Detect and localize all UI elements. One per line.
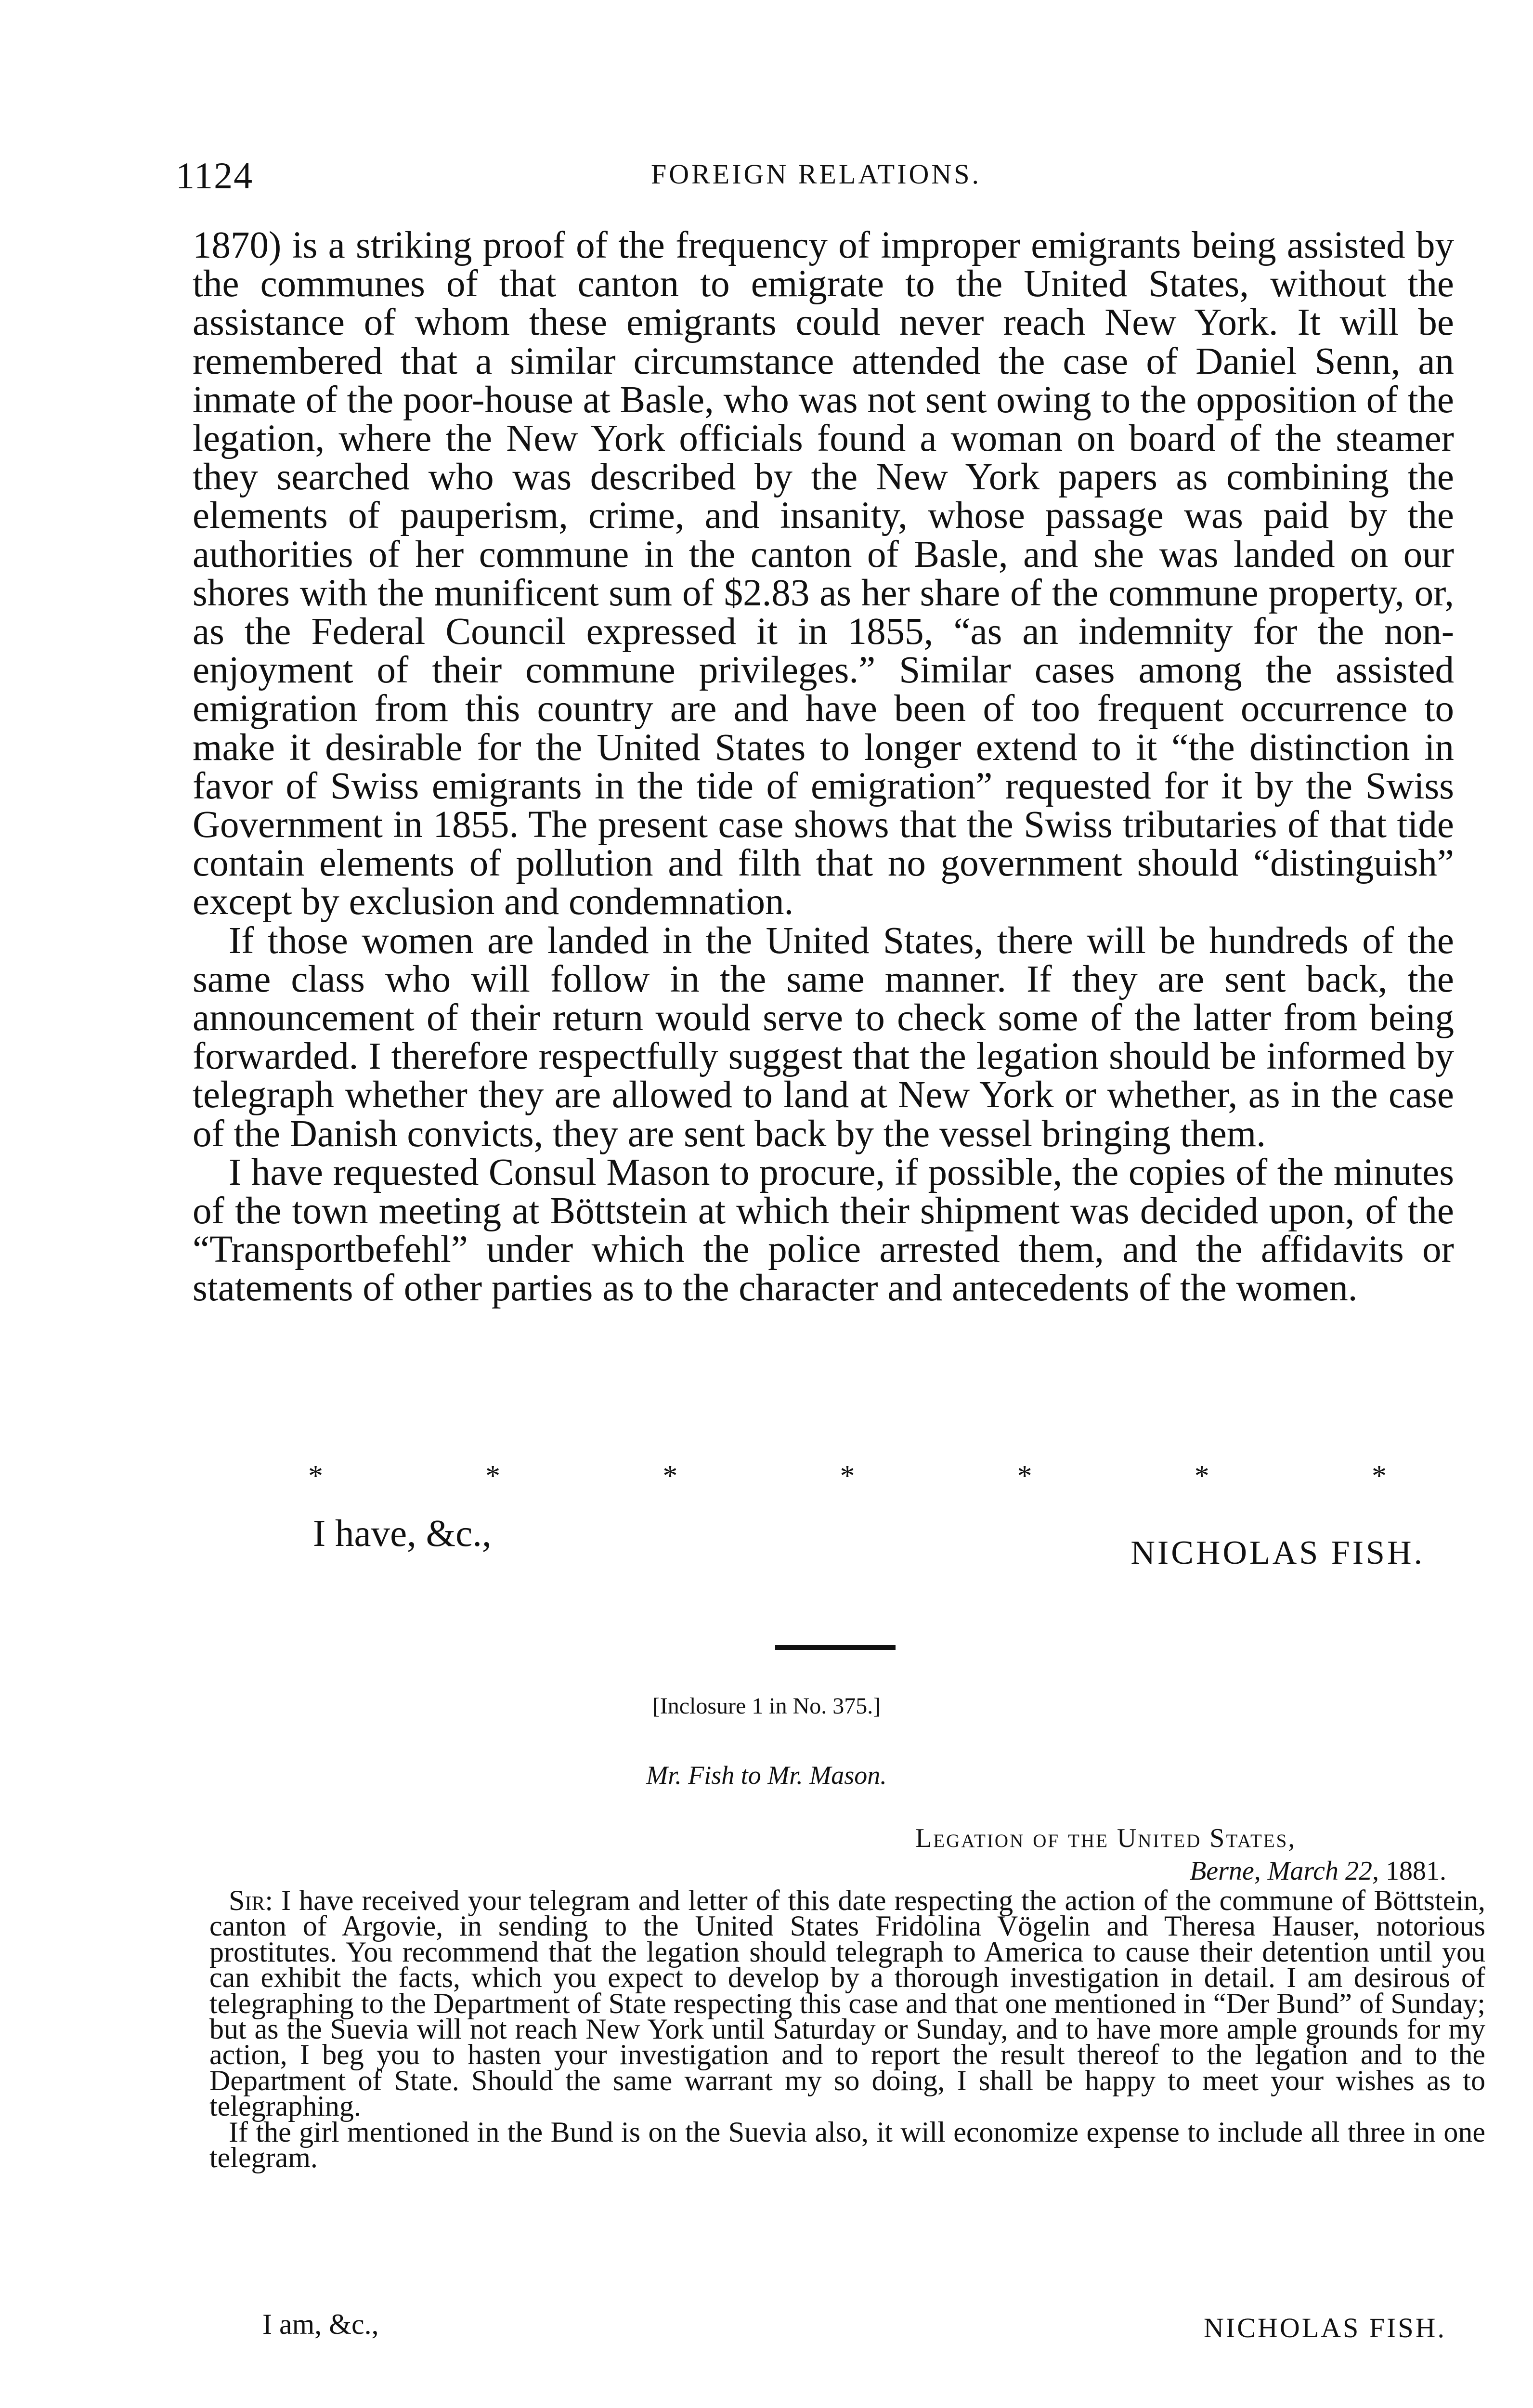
star: * (308, 1460, 323, 1492)
star: * (663, 1460, 678, 1492)
letter-paragraph-2: If the girl mentioned in the Bund is on the Suevia also, it will economize expense to include all three in one telegram. (209, 2116, 1485, 2174)
dateline-organization: Legation of the United States, (915, 1823, 1297, 1853)
page-number: 1124 (176, 155, 254, 196)
dateline-place (915, 1856, 1446, 1886)
star: * (1371, 1460, 1387, 1492)
closing-phrase: I have, &c., (313, 1513, 492, 1555)
dateline-city: Berne, March 22, (1190, 1856, 1379, 1886)
running-title: FOREIGN RELATIONS. (650, 158, 982, 190)
inclosure-label: [Inclosure 1 in No. 375.] (652, 1693, 881, 1719)
main-body-text (193, 226, 1454, 1308)
ellipsis-stars (308, 1459, 1387, 1493)
letter-closing-phrase: I am, &c., (262, 2308, 379, 2340)
star: * (840, 1460, 855, 1492)
letter-paragraph-1-text: I have received your telegram and letter of this date respecting the action of the commune of Böttstein, canton of Argovie, in sending to the United States Fridolina Vögelin and Theresa Hauser, notorious prostitutes. You recommend that the legation should telegraph to America to cause their detention until you can exhibit the facts, which you expect to develop by a thorough investigation in detail. I am desirous of telegraphing to the Department of State respecting this case and that one mentioned in “Der Bund” of Sunday; but as the Suevia will not reach New York until Saturday or Sunday, and to have more ample grounds for my action, I beg you to hasten your investigation and to report the result thereof to the legation and to the Department of State. Should the same warrant my so doing, I shall be happy to meet your wishes as to telegraphing. (209, 1885, 1486, 2122)
letter-dateline (915, 1823, 1446, 1886)
body-paragraph-1: 1870) is a striking proof of the frequency of improper emigrants being assisted by the communes of that canton to emigrate to the United States, without the assistance of whom these emigrants could never reach New York. It will be remembered that a similar circumstance attended the case of Daniel Senn, an inmate of the poor-house at Basle, who was not sent owing to the opposition of the legation, where the New York officials found a woman on board of the steamer they searched who was described by the New York papers as combining the elements of pauperism, crime, and insanity, whose passage was paid by the authorities of her commune in the canton of Basle, and she was landed on our shores with the munificent sum of $2.83 as her share of the commune property, or, as the Federal Council expressed it in 1855, “as an indemnity for the non-enjoyment of their commune privileges.” Similar cases among the assisted emigration from this country are and have been of too frequent occurrence to make it desirable for the United States to longer extend to it “the distinction in favor of Swiss emigrants in the tide of emigration” requested for it by the Swiss Government in 1855. The present case shows that the Swiss tributaries of that tide contain elements of pollution and filth that no government should “distinguish” except by exclusion and condemnation. (193, 224, 1454, 923)
body-paragraph-2: If those women are landed in the United States, there will be hundreds of the same class who will follow in the same manner. If they are sent back, the announcement of their return would serve to check some of the latter from being forwarded. I therefore respectfully suggest that the legation should be informed by telegraph whether they are allowed to land at New York or whether, as in the case of the Danish convicts, they are sent back by the vessel bringing them. (193, 919, 1454, 1155)
star: * (485, 1460, 501, 1492)
letter-title: Mr. Fish to Mr. Mason. (646, 1761, 887, 1790)
dateline-year: 1881. (1386, 1856, 1446, 1886)
salutation: Sir: (229, 1885, 273, 1916)
page-header (176, 154, 1456, 207)
signature: NICHOLAS FISH. (1130, 1534, 1425, 1571)
section-divider (775, 1645, 896, 1650)
letter-body (209, 1885, 1486, 2174)
star: * (1194, 1460, 1209, 1492)
letter-paragraph-1 (209, 1885, 1486, 2122)
star: * (1017, 1460, 1032, 1492)
letter-signature: NICHOLAS FISH. (1204, 2312, 1446, 2343)
body-paragraph-3: I have requested Consul Mason to procure, if possible, the copies of the minutes of the town meeting at Böttstein at which their shipment was decided upon, of the “Transportbefehl” under which the police arrested them, and the affidavits or statements of other parties as to the character and antecedents of the women. (193, 1151, 1454, 1309)
